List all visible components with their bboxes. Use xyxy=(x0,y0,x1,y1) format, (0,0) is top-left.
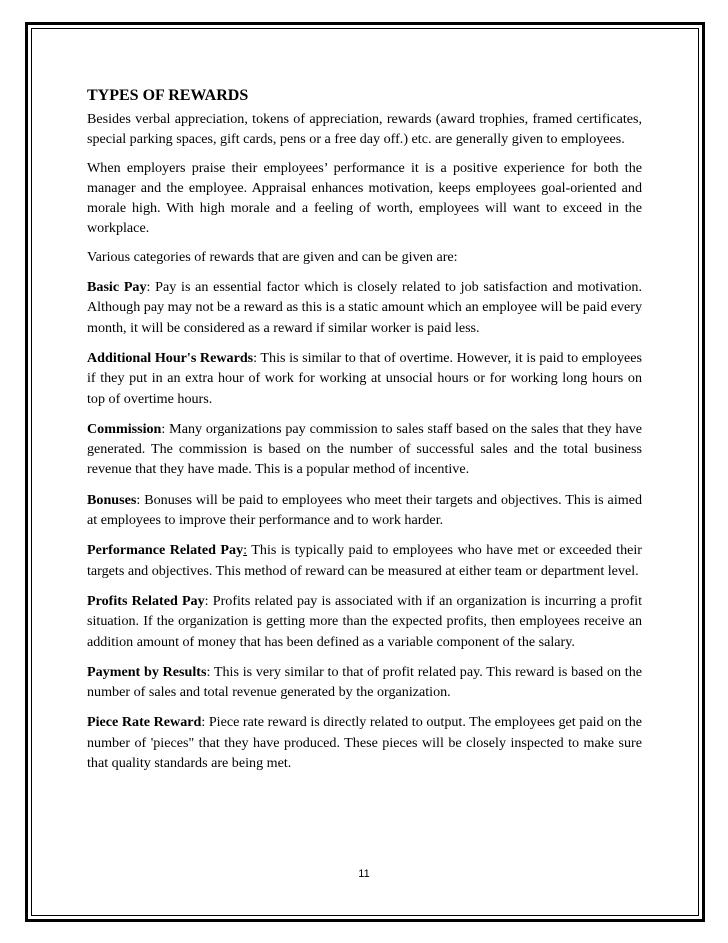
reward-description: Bonuses will be paid to employees who meet their targets and objectives. This is aimed at employees to improve their performance and to work harder. xyxy=(87,491,642,529)
reward-basic-pay xyxy=(87,277,642,338)
intro-paragraph-2: When employers praise their employees’ performance it is a positive experience for both the manager and the employee. Appraisal enhances motivation, keeps employees goal-oriented and morale high. With high morale and a feeling of worth, employees will want to exceed in the workplace. xyxy=(87,159,642,237)
reward-separator: : xyxy=(206,663,211,680)
reward-term: Payment by Results xyxy=(87,663,207,680)
reward-separator: : xyxy=(136,491,141,508)
reward-additional-hours xyxy=(87,348,642,409)
reward-performance-related-pay xyxy=(87,540,642,581)
intro-paragraph-1: Besides verbal appreciation, tokens of appreciation, rewards (award trophies, framed certificates, special parking spaces, gift cards, pens or a free day off.) etc. are generally given to employees. xyxy=(87,111,642,148)
reward-separator: : xyxy=(253,349,258,366)
reward-term: Piece Rate Reward xyxy=(87,714,202,731)
reward-term: Profits Related Pay xyxy=(87,592,205,609)
intro-paragraph-3: Various categories of rewards that are given and can be given are: xyxy=(87,248,458,265)
reward-description: This is very similar to that of profit related pay. This reward is based on the number of sales and total revenue generated by the organization. xyxy=(87,663,643,701)
reward-separator: : xyxy=(243,542,248,559)
reward-commission xyxy=(87,419,642,480)
reward-separator: : xyxy=(204,592,209,609)
reward-description: Pay is an essential factor which is closely related to job satisfaction and motivation. Although pay may not be a reward as this is a static amount which an employee will be paid every month, it will be considered as a reward if similar worker is paid less. xyxy=(87,279,642,336)
reward-separator: : xyxy=(161,420,166,437)
reward-description: Profits related pay is associated with if an organization is incurring a profit situation. If the organization is getting more than the expected profits, then employees receive an addition amount of money that has been defined as a variable component of the salary. xyxy=(87,592,642,650)
reward-payment-by-results xyxy=(87,662,642,703)
reward-profits-related-pay xyxy=(87,591,642,652)
reward-term: Basic Pay xyxy=(87,279,147,296)
reward-description: This is similar to that of overtime. However, it is paid to employees if they put in an extra hour of work for working at unsocial hours or for working long hours on top of overtime hours. xyxy=(87,349,642,407)
reward-description: This is typically paid to employees who have met or exceeded their targets and objectives. This method of reward can be measured at either team or department level. xyxy=(87,542,643,579)
reward-term: Additional Hour's Rewards xyxy=(87,349,254,366)
document-body xyxy=(87,86,642,783)
reward-term: Commission xyxy=(87,420,162,437)
reward-separator: : xyxy=(146,279,151,296)
reward-term: Bonuses xyxy=(87,491,137,508)
reward-separator: : xyxy=(201,714,206,731)
reward-description: Many organizations pay commission to sales staff based on the sales that they have generated. The commission is based on the number of successful sales and the total business revenue that they have made. This is a popular method of incentive. xyxy=(87,420,642,478)
reward-piece-rate xyxy=(87,712,642,773)
reward-term: Performance Related Pay xyxy=(87,542,244,559)
reward-description: Piece rate reward is directly related to output. The employees get paid on the number of 'pieces" that they have produced. These pieces will be closely inspected to make sure that quality standards are being met. xyxy=(87,714,642,772)
reward-bonuses xyxy=(87,490,642,531)
page-title: TYPES OF REWARDS xyxy=(87,87,249,104)
page-number: 11 xyxy=(358,868,370,880)
